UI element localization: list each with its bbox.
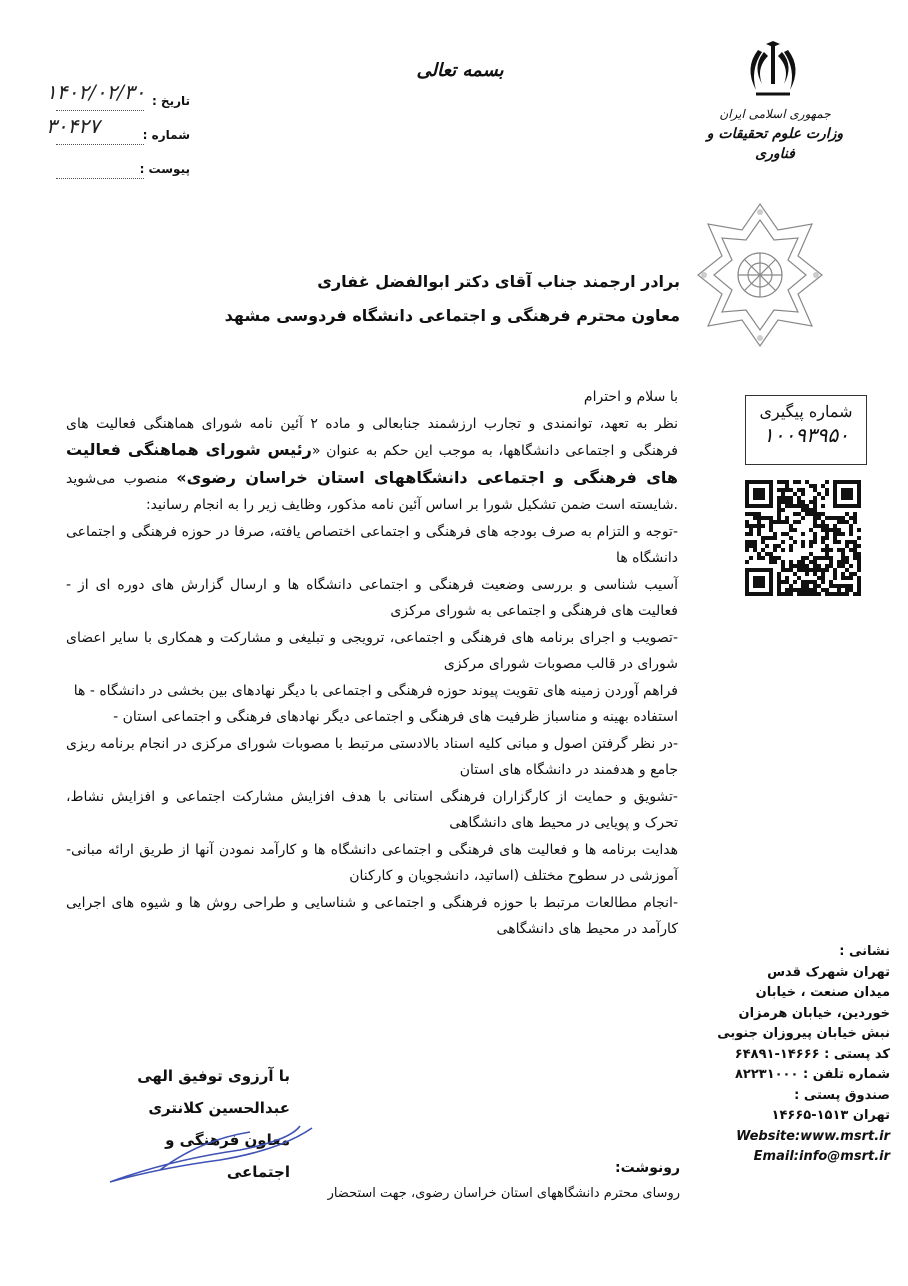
decorative-ornament-icon — [694, 200, 826, 350]
duty-item: -انجام مطالعات مرتبط با حوزه فرهنگی و اجتماعی و شناسایی و طراحی روش ها و شیوه های اجرایی کارآمد در محیط های دانشگاهی — [66, 894, 678, 937]
duty-item: -تصویب و اجرای برنامه های فرهنگی و اجتماعی، ترویجی و تبلیغی و مشارکت و همکاری با سایر اعضای شورای در قالب مصوبات شورای مرکزی — [66, 629, 678, 672]
tracking-box — [745, 395, 867, 465]
signer-name: عبدالحسین کلانتری — [148, 1099, 290, 1117]
closing-wish: با آرزوی توفیق الهی — [137, 1067, 290, 1085]
ministry-title — [700, 104, 850, 164]
attachment-row — [20, 160, 190, 184]
qr-code-icon — [745, 480, 861, 596]
address-label: نشانی : — [839, 944, 890, 959]
pobox: تهران ۱۵۱۳-۱۴۶۶۵ — [771, 1108, 890, 1123]
phone-number: شماره تلفن : ۸۲۲۳۱۰۰۰ — [734, 1067, 890, 1082]
pobox-label: صندوق پستی : — [794, 1087, 890, 1103]
date-label: تاریخ : — [151, 94, 190, 108]
iran-emblem-icon — [742, 40, 804, 102]
intro-text-continued: منصوب می‌شوید .شایسته است ضمن تشکیل شورا بر اساس آئین نامه مذکور، وظایف زیر را به انجام رسانید: — [66, 470, 678, 513]
address-line: میدان صنعت ، خیابان — [755, 985, 890, 1000]
country-name: جمهوری اسلامی ایران — [719, 107, 831, 121]
greeting: با سلام و احترام — [583, 389, 678, 405]
cc-recipients: روسای محترم دانشگاههای استان خراسان رضوی، جهت استحضار — [327, 1186, 680, 1201]
duty-item: فراهم آوردن زمینه های تقویت پیوند حوزه فرهنگی و اجتماعی با دیگر نهادهای بین بخشی در دانشگاه - ها — [73, 682, 678, 699]
intro-paragraph — [66, 411, 678, 519]
letter-body — [66, 384, 678, 943]
attachment-label: پیوست : — [139, 162, 190, 176]
date-dotted-line — [56, 110, 144, 111]
address-line: نبش خیابان پیروزان جنوبی — [717, 1026, 890, 1041]
duty-item: -تشویق و حمایت از کارگزاران فرهنگی استانی با هدف افزایش مشارکت اجتماعی و افزایش نشاط، تحرک و پویایی در محیط های دانشگاهی — [66, 788, 678, 831]
duty-item: آسیب شناسی و بررسی وضعیت فرهنگی و اجتماعی دانشگاه ها و ارسال گزارش های دوره ای از - فعالیت های فرهنگی و اجتماعی به شورای مرکزی — [66, 576, 678, 619]
number-row — [20, 114, 190, 150]
address-line: خوردین، خیابان هرمزان — [738, 1005, 890, 1021]
duty-item: استفاده بهینه و مناسباز ظرفیت های فرهنگی و اجتماعی دیگر نهادهای فرهنگی و اجتماعی استان - — [113, 709, 678, 725]
number-value: ۳۰۴۲۷ — [46, 114, 100, 138]
recipient-title: معاون محترم فرهنگی و اجتماعی دانشگاه فردوسی مشهد — [224, 306, 680, 325]
ministry-address — [700, 942, 890, 1168]
date-value: ۱۴۰۲/۰۲/۳۰ — [46, 80, 146, 104]
postal-code: کد پستی : ۱۴۶۶۶-۶۴۸۹۱ — [734, 1046, 890, 1062]
date-row — [20, 80, 190, 116]
email: Email:info@msrt.ir — [753, 1149, 890, 1164]
website: Website:www.msrt.ir — [736, 1128, 890, 1144]
number-label: شماره : — [142, 128, 190, 142]
appointment-title: رئیس شورای هماهنگی فعالیت های فرهنگی و اجتماعی دانشگاههای استان خراسان رضوی» — [66, 440, 678, 487]
recipient-block — [160, 265, 680, 333]
number-dotted-line — [56, 144, 144, 145]
duty-item: -توجه و التزام به صرف بودجه های فرهنگی و اجتماعی اختصاص یافته، صرفا در حوزه فرهنگی و اجتماعی دانشگاه ها — [66, 523, 678, 566]
bismillah-heading: بسمه تعالی — [416, 60, 504, 81]
recipient-name: برادر ارجمند جناب آقای دکتر ابوالفضل غفاری — [317, 272, 680, 291]
duty-item: هدایت برنامه ها و فعالیت های فرهنگی و اجتماعی دانشگاه ها و کارآمد نمودن آنها از طریق ارائه مبانی- آموزشی در سطوح مختلف (اساتید، دانشجویان و کارکنان — [66, 841, 678, 884]
handwritten-signature-icon — [100, 1120, 320, 1190]
intro-text: نظر به تعهد، توانمندی و تجارب ارزشمند جنابعالی و ماده ۲ آئین نامه شورای هماهنگی فعالیت های فرهنگی و اجتماعی دانشگاهها، به موجب این حکم به عنوان « — [66, 415, 678, 459]
tracking-number: ۱۰۰۹۳۹۵۰ — [763, 423, 849, 447]
attachment-dotted-line — [56, 178, 144, 179]
tracking-label: شماره پیگیری — [759, 402, 853, 421]
ministry-name: وزارت علوم تحقیقات و فناوری — [706, 126, 844, 162]
signer-title: معاون فرهنگی و اجتماعی — [165, 1131, 290, 1181]
cc-label: رونوشت: — [615, 1160, 680, 1176]
address-line: تهران شهرک قدس — [767, 964, 890, 980]
duty-item: -در نظر گرفتن اصول و مبانی کلیه اسناد بالادستی مرتبط با مصوبات شورای مرکزی در انجام برنامه ریزی جامع و هدفمند در دانشگاه های استان — [66, 735, 678, 778]
